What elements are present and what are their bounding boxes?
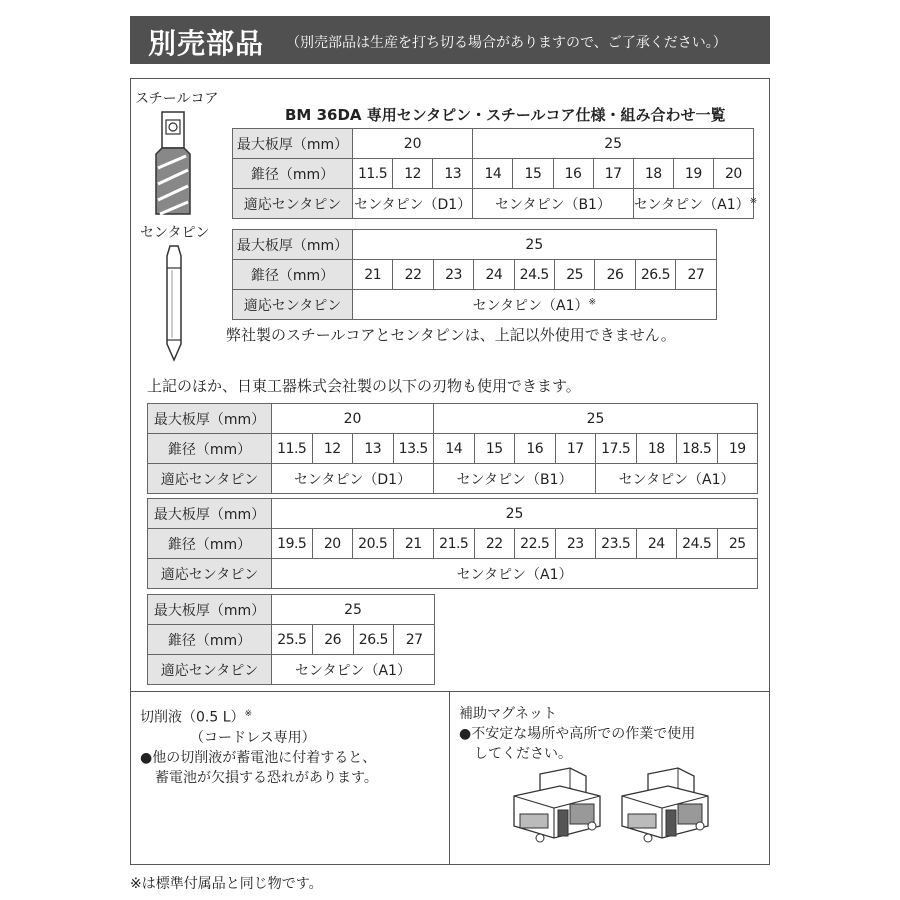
thickness-cell: 20 <box>353 129 473 159</box>
spec-table-2 <box>232 229 717 320</box>
pin-cell: センタピン（D1） <box>272 464 434 494</box>
diameter-cell: 14 <box>473 159 513 189</box>
diameter-cell: 15 <box>474 434 515 464</box>
spec-table-4 <box>147 498 758 589</box>
magnet-unit-icon <box>622 768 708 842</box>
row-label: 錐径（mm） <box>233 260 353 290</box>
diameter-cell: 25 <box>554 260 594 290</box>
diameter-cell: 19.5 <box>272 529 313 559</box>
diameter-cell: 23.5 <box>596 529 637 559</box>
diameter-cell: 24.5 <box>677 529 718 559</box>
thickness-cell: 25 <box>272 499 758 529</box>
diameter-cell: 22 <box>393 260 433 290</box>
diameter-cell: 26 <box>312 625 353 655</box>
diameter-cell: 13 <box>433 159 473 189</box>
row-label: 適応センタピン <box>148 655 272 685</box>
table-row <box>233 159 754 189</box>
section-title: 別売部品 <box>148 27 265 60</box>
diameter-cell: 21.5 <box>434 529 475 559</box>
diameter-cell: 25.5 <box>272 625 313 655</box>
diameter-cell: 11.5 <box>353 159 393 189</box>
diameter-cell: 13 <box>353 434 394 464</box>
pin-cell: センタピン（A1） <box>596 464 758 494</box>
diameter-cell: 14 <box>434 434 475 464</box>
thickness-cell: 25 <box>434 404 758 434</box>
table-row <box>148 529 758 559</box>
footnote-mark: ※ <box>588 296 597 307</box>
pin-name: センタピン（A1） <box>472 297 589 314</box>
diameter-cell: 21 <box>353 260 393 290</box>
diameter-cell: 16 <box>515 434 556 464</box>
section-header <box>130 16 770 64</box>
diameter-cell: 24 <box>474 260 514 290</box>
diameter-cell: 27 <box>676 260 717 290</box>
diameter-cell: 24 <box>636 529 677 559</box>
diameter-cell: 17.5 <box>596 434 637 464</box>
magnet-unit-icon <box>514 768 600 842</box>
table-row <box>233 290 717 320</box>
center-pin-icon <box>162 244 186 362</box>
diameter-cell: 12 <box>393 159 433 189</box>
thickness-cell: 25 <box>353 230 717 260</box>
pin-cell: センタピン（A1） <box>272 559 758 589</box>
pin-cell: センタピン（A1） <box>272 655 435 685</box>
row-label: 錐径（mm） <box>148 625 272 655</box>
diameter-cell: 23 <box>433 260 473 290</box>
spec-table-5 <box>147 594 435 685</box>
diameter-cell: 25 <box>717 529 758 559</box>
table-row <box>148 595 435 625</box>
diameter-cell: 20.5 <box>353 529 394 559</box>
row-label: 適応センタピン <box>148 559 272 589</box>
table-row <box>233 230 717 260</box>
thickness-cell: 20 <box>272 404 434 434</box>
diameter-cell: 12 <box>312 434 353 464</box>
table-row <box>148 625 435 655</box>
row-label: 最大板厚（mm） <box>148 595 272 625</box>
cutting-fluid-warning: ●他の切削液が蓄電池に付着すると、 <box>140 749 377 766</box>
thickness-cell: 25 <box>473 129 754 159</box>
cutting-fluid-warning-2: 蓄電池が欠損する恐れがあります。 <box>155 769 378 786</box>
footnote-mark: ※ <box>244 709 253 719</box>
pin-cell: センタピン（B1） <box>434 464 596 494</box>
diameter-cell: 26.5 <box>353 625 394 655</box>
diameter-cell: 18 <box>633 159 673 189</box>
diameter-cell: 18.5 <box>677 434 718 464</box>
magnet-image <box>500 766 722 854</box>
row-label: 錐径（mm） <box>148 434 272 464</box>
magnet-title: 補助マグネット <box>459 706 557 722</box>
diameter-cell: 23 <box>555 529 596 559</box>
pin-cell: センタピン（B1） <box>473 189 633 219</box>
row-label: 適応センタピン <box>233 189 353 219</box>
table-row <box>233 260 717 290</box>
table-row <box>148 559 758 589</box>
table-row <box>233 189 754 219</box>
pin-name: センタピン（A1） <box>633 196 750 213</box>
row-label: 錐径（mm） <box>233 159 353 189</box>
table-row <box>148 499 758 529</box>
note-other-products: 上記のほか、日東工器株式会社製の以下の刃物も使用できます。 <box>147 377 581 395</box>
row-label: 適応センタピン <box>233 290 353 320</box>
diameter-cell: 27 <box>394 625 435 655</box>
row-label: 最大板厚（mm） <box>233 129 353 159</box>
diameter-cell: 20 <box>312 529 353 559</box>
diameter-cell: 13.5 <box>393 434 434 464</box>
diameter-cell: 17 <box>593 159 633 189</box>
divider <box>449 691 450 865</box>
footnote: ※は標準付属品と同じ物です。 <box>130 876 323 892</box>
steel-core-icon <box>150 110 200 220</box>
diameter-cell: 18 <box>636 434 677 464</box>
diameter-cell: 19 <box>717 434 758 464</box>
table-row <box>148 404 758 434</box>
diameter-cell: 22.5 <box>515 529 556 559</box>
cutting-fluid-sub: （コードレス専用） <box>190 729 316 746</box>
table-row <box>148 655 435 685</box>
table-heading: BM 36DA 専用センタピン・スチールコア仕様・組み合わせ一覧 <box>285 106 726 124</box>
diameter-cell: 11.5 <box>272 434 313 464</box>
section-subtitle: （別売部品は生産を打ち切る場合がありますので、ご了承ください。） <box>286 35 727 51</box>
spec-table-1 <box>232 128 758 219</box>
diameter-cell: 16 <box>553 159 593 189</box>
divider <box>130 691 770 692</box>
row-label: 最大板厚（mm） <box>233 230 353 260</box>
diameter-cell: 26.5 <box>635 260 675 290</box>
thickness-cell: 25 <box>272 595 435 625</box>
diameter-cell: 24.5 <box>514 260 554 290</box>
row-label: 錐径（mm） <box>148 529 272 559</box>
cutting-fluid-title: 切削液（0.5 L） <box>140 709 245 726</box>
pin-cell: センタピン（D1） <box>353 189 473 219</box>
magnet-note-2: してください。 <box>474 746 572 762</box>
center-pin-label: センタピン <box>140 225 210 241</box>
cutting-fluid-section <box>140 704 440 788</box>
diameter-cell: 26 <box>595 260 635 290</box>
steel-core-label: スチールコア <box>135 91 219 107</box>
row-label: 最大板厚（mm） <box>148 499 272 529</box>
diameter-cell: 15 <box>513 159 553 189</box>
diameter-cell: 22 <box>474 529 515 559</box>
magnet-note: ●不安定な場所や高所での作業で使用 <box>459 726 696 742</box>
row-label: 最大板厚（mm） <box>148 404 272 434</box>
row-label: 適応センタピン <box>148 464 272 494</box>
diameter-cell: 20 <box>713 159 753 189</box>
table-row <box>233 129 754 159</box>
diameter-cell: 21 <box>393 529 434 559</box>
table-row <box>148 464 758 494</box>
footnote-mark: ※ <box>749 195 758 206</box>
diameter-cell: 19 <box>673 159 713 189</box>
table-row <box>148 434 758 464</box>
spec-table-3 <box>147 403 758 494</box>
note-own-products: 弊社製のスチールコアとセンタピンは、上記以外使用できません。 <box>226 326 676 344</box>
magnet-section <box>459 704 764 764</box>
pin-cell <box>353 290 717 320</box>
pin-cell <box>633 189 758 219</box>
diameter-cell: 17 <box>555 434 596 464</box>
